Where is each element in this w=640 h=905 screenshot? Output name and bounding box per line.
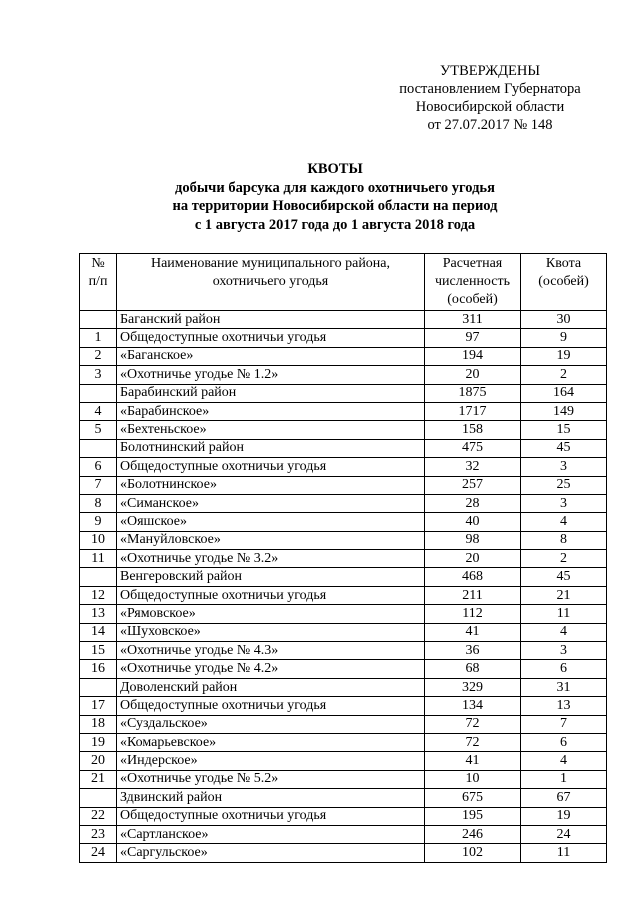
cell-number: 24 (80, 844, 117, 862)
cell-quota: 8 (521, 531, 607, 549)
cell-number: 18 (80, 715, 117, 733)
cell-population: 468 (425, 568, 521, 586)
cell-population: 98 (425, 531, 521, 549)
cell-quota: 15 (521, 421, 607, 439)
heading-line-4: с 1 августа 2017 года до 1 августа 2018 года (194, 216, 476, 233)
cell-population: 72 (425, 733, 521, 751)
cell-quota: 11 (521, 844, 607, 862)
cell-quota: 67 (521, 789, 607, 807)
cell-population: 10 (425, 770, 521, 788)
cell-number: 7 (80, 476, 117, 494)
cell-number (80, 439, 117, 457)
cell-quota: 19 (521, 347, 607, 365)
heading-line-3: на территории Новосибирской области на период (172, 198, 498, 214)
cell-quota: 3 (521, 458, 607, 476)
cell-number: 4 (80, 402, 117, 420)
table-row (80, 421, 607, 439)
table-row (80, 678, 607, 696)
table-row (80, 531, 607, 549)
cell-number: 5 (80, 421, 117, 439)
approval-block (392, 62, 588, 134)
cell-population: 311 (425, 311, 521, 329)
cell-number: 9 (80, 513, 117, 531)
table-row (80, 586, 607, 604)
cell-number: 13 (80, 605, 117, 623)
cell-name: «Шуховское» (117, 623, 425, 641)
cell-quota: 4 (521, 513, 607, 531)
cell-name: «Охотничье угодье № 1.2» (117, 366, 425, 384)
table-row (80, 439, 607, 457)
cell-name: «Мануйловское» (117, 531, 425, 549)
cell-number: 16 (80, 660, 117, 678)
cell-quota: 4 (521, 623, 607, 641)
cell-number: 20 (80, 752, 117, 770)
cell-population: 675 (425, 789, 521, 807)
header-name (117, 254, 425, 311)
cell-quota: 31 (521, 678, 607, 696)
table-row (80, 311, 607, 329)
cell-population: 112 (425, 605, 521, 623)
cell-population: 194 (425, 347, 521, 365)
table-header-row (80, 254, 607, 311)
cell-population: 41 (425, 623, 521, 641)
table-row (80, 366, 607, 384)
cell-population: 246 (425, 825, 521, 843)
cell-name: Болотнинский район (117, 439, 425, 457)
cell-name: Общедоступные охотничьи угодья (117, 458, 425, 476)
table-row (80, 494, 607, 512)
cell-population: 40 (425, 513, 521, 531)
table-row (80, 476, 607, 494)
cell-quota: 149 (521, 402, 607, 420)
cell-name: Венгеровский район (117, 568, 425, 586)
cell-population: 329 (425, 678, 521, 696)
cell-quota: 19 (521, 807, 607, 825)
cell-quota: 25 (521, 476, 607, 494)
cell-name: Баганский район (117, 311, 425, 329)
cell-number: 3 (80, 366, 117, 384)
table-row (80, 715, 607, 733)
cell-population: 97 (425, 329, 521, 347)
cell-quota: 2 (521, 550, 607, 568)
cell-name: «Охотничье угодье № 4.3» (117, 642, 425, 660)
header-name-line-2: охотничьего угодья (212, 274, 329, 289)
cell-number: 19 (80, 733, 117, 751)
table-row (80, 384, 607, 402)
cell-number: 10 (80, 531, 117, 549)
cell-population: 1875 (425, 384, 521, 402)
cell-quota: 9 (521, 329, 607, 347)
table-row (80, 458, 607, 476)
cell-number (80, 678, 117, 696)
cell-population: 1717 (425, 402, 521, 420)
approval-line-region: Новосибирской области (415, 99, 565, 115)
cell-quota: 30 (521, 311, 607, 329)
cell-quota: 2 (521, 366, 607, 384)
cell-number (80, 311, 117, 329)
cell-population: 134 (425, 697, 521, 715)
cell-name: Здвинский район (117, 789, 425, 807)
cell-population: 211 (425, 586, 521, 604)
cell-quota: 1 (521, 770, 607, 788)
table-row (80, 789, 607, 807)
cell-number: 22 (80, 807, 117, 825)
table-row (80, 623, 607, 641)
cell-population: 72 (425, 715, 521, 733)
cell-population: 158 (425, 421, 521, 439)
cell-population: 36 (425, 642, 521, 660)
table-row (80, 660, 607, 678)
cell-population: 475 (425, 439, 521, 457)
cell-name: «Бехтеньское» (117, 421, 425, 439)
cell-name: «Сартланское» (117, 825, 425, 843)
header-quota-line-1: Квота (545, 256, 582, 271)
cell-name: «Симанское» (117, 494, 425, 512)
table-row (80, 642, 607, 660)
cell-name: «Индерское» (117, 752, 425, 770)
cell-quota: 45 (521, 568, 607, 586)
cell-quota: 4 (521, 752, 607, 770)
cell-number: 11 (80, 550, 117, 568)
approval-title: УТВЕРЖДЕНЫ (439, 63, 541, 79)
table-row (80, 697, 607, 715)
table-row (80, 752, 607, 770)
cell-number: 8 (80, 494, 117, 512)
header-number (80, 254, 117, 311)
approval-line-decree: постановлением Губернатора (399, 81, 581, 97)
cell-number (80, 384, 117, 402)
cell-name: Барабинский район (117, 384, 425, 402)
cell-name: «Баганское» (117, 347, 425, 365)
quota-table (79, 253, 607, 863)
cell-number (80, 789, 117, 807)
cell-population: 102 (425, 844, 521, 862)
cell-population: 257 (425, 476, 521, 494)
table-row (80, 807, 607, 825)
header-quota-line-2: (особей) (538, 274, 589, 289)
cell-population: 20 (425, 366, 521, 384)
cell-name: Общедоступные охотничьи угодья (117, 697, 425, 715)
header-population (425, 254, 521, 311)
cell-quota: 24 (521, 825, 607, 843)
cell-name: «Рямовское» (117, 605, 425, 623)
table-body (80, 311, 607, 863)
cell-number: 23 (80, 825, 117, 843)
cell-population: 195 (425, 807, 521, 825)
table-row (80, 770, 607, 788)
cell-quota: 6 (521, 660, 607, 678)
header-number-line-1: № (91, 256, 105, 271)
table-row (80, 402, 607, 420)
header-population-line-3: (особей) (447, 292, 498, 307)
cell-name: Доволенский район (117, 678, 425, 696)
cell-name: «Охотничье угодье № 3.2» (117, 550, 425, 568)
cell-name: Общедоступные охотничьи угодья (117, 807, 425, 825)
header-quota (521, 254, 607, 311)
table-row (80, 844, 607, 862)
cell-name: Общедоступные охотничьи угодья (117, 586, 425, 604)
cell-name: «Комарьевское» (117, 733, 425, 751)
cell-number: 15 (80, 642, 117, 660)
cell-number: 12 (80, 586, 117, 604)
cell-name: «Охотничье угодье № 4.2» (117, 660, 425, 678)
table-row (80, 733, 607, 751)
cell-name: «Болотнинское» (117, 476, 425, 494)
table-row (80, 550, 607, 568)
document-heading (120, 160, 550, 234)
cell-quota: 3 (521, 642, 607, 660)
cell-population: 41 (425, 752, 521, 770)
cell-name: «Барабинское» (117, 402, 425, 420)
cell-name: «Ояшское» (117, 513, 425, 531)
cell-number (80, 568, 117, 586)
cell-name: «Саргульское» (117, 844, 425, 862)
cell-name: «Охотничье угодье № 5.2» (117, 770, 425, 788)
cell-name: Общедоступные охотничьи угодья (117, 329, 425, 347)
heading-line-2: добычи барсука для каждого охотничьего угодья (175, 179, 495, 196)
cell-number: 2 (80, 347, 117, 365)
cell-population: 28 (425, 494, 521, 512)
table-row (80, 513, 607, 531)
cell-quota: 13 (521, 697, 607, 715)
cell-population: 68 (425, 660, 521, 678)
cell-population: 20 (425, 550, 521, 568)
cell-quota: 7 (521, 715, 607, 733)
table-row (80, 347, 607, 365)
header-population-line-1: Расчетная (442, 256, 503, 271)
table-row (80, 605, 607, 623)
cell-number: 6 (80, 458, 117, 476)
header-population-line-2: численность (435, 274, 510, 289)
cell-number: 1 (80, 329, 117, 347)
table-row (80, 568, 607, 586)
cell-quota: 6 (521, 733, 607, 751)
cell-number: 21 (80, 770, 117, 788)
header-name-line-1: Наименование муниципального района, (150, 256, 391, 271)
cell-quota: 11 (521, 605, 607, 623)
cell-name: «Суздальское» (117, 715, 425, 733)
cell-quota: 3 (521, 494, 607, 512)
heading-title: КВОТЫ (307, 161, 363, 177)
cell-quota: 164 (521, 384, 607, 402)
cell-population: 32 (425, 458, 521, 476)
cell-number: 14 (80, 623, 117, 641)
header-number-line-2: п/п (88, 274, 108, 289)
approval-line-date: от 27.07.2017 № 148 (427, 117, 553, 133)
cell-number: 17 (80, 697, 117, 715)
table-row (80, 329, 607, 347)
table-row (80, 825, 607, 843)
cell-quota: 45 (521, 439, 607, 457)
cell-quota: 21 (521, 586, 607, 604)
